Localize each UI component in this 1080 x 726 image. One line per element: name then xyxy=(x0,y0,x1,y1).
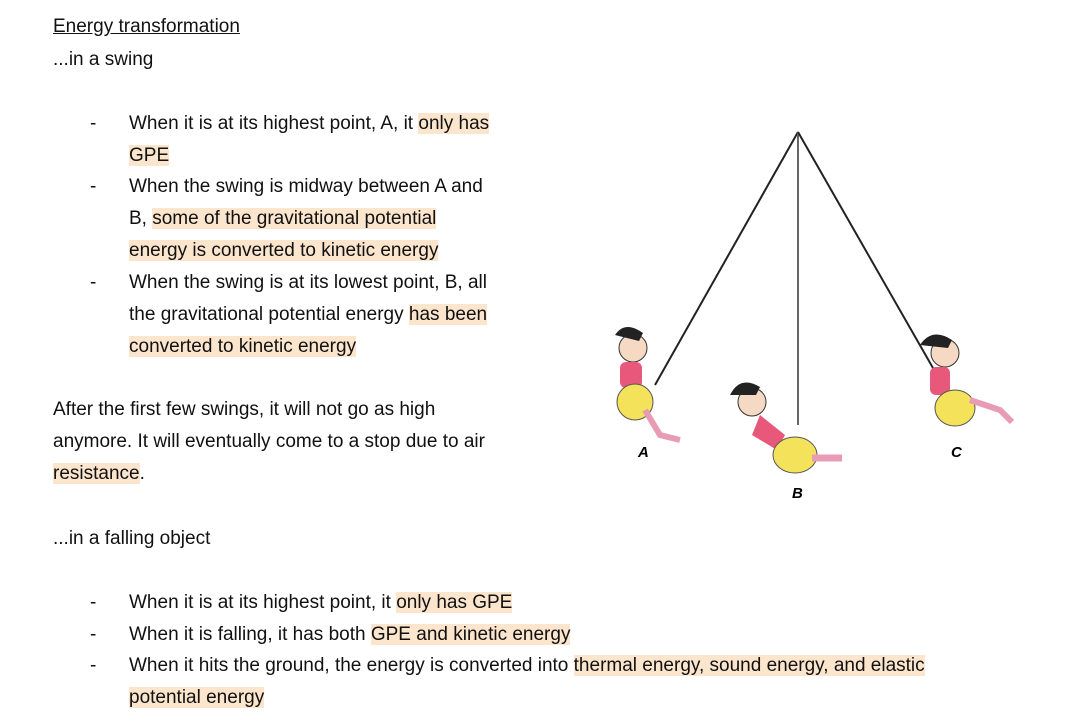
text-segment: the gravitational potential energy xyxy=(129,304,409,325)
text-line xyxy=(53,397,435,423)
text-line xyxy=(53,429,485,455)
highlighted-text: GPE xyxy=(129,145,170,166)
text-segment: When the swing is midway between A and xyxy=(129,176,483,197)
bullet-dash: - xyxy=(90,592,97,613)
highlighted-text: converted to kinetic energy xyxy=(129,336,357,357)
text-segment: . xyxy=(139,463,145,484)
text-line xyxy=(129,334,356,360)
text-line xyxy=(129,174,483,200)
page-title: Energy transformation xyxy=(53,16,240,37)
girl-c-figure xyxy=(920,335,1012,426)
highlighted-text: GPE and kinetic energy xyxy=(370,624,571,645)
highlighted-text: resistance xyxy=(53,463,140,484)
swing-heading: ...in a swing xyxy=(53,49,154,70)
text-line xyxy=(129,270,487,296)
highlighted-text: only has GPE xyxy=(396,592,513,613)
girl-a-figure xyxy=(615,327,680,440)
label-c: C xyxy=(951,444,962,461)
highlighted-text: some of the gravitational potential xyxy=(152,208,437,229)
text-segment: When it is falling, it has both xyxy=(129,624,371,645)
text-segment: When it is at its highest point, A, it xyxy=(129,113,419,134)
label-b: B xyxy=(792,485,803,500)
label-a: A xyxy=(638,444,649,461)
girl-b-figure xyxy=(730,383,842,474)
bullet-dash: - xyxy=(90,113,97,134)
highlighted-text: only has xyxy=(418,113,490,134)
text-segment: After the first few swings, it will not go as high xyxy=(53,399,436,420)
text-segment: When it hits the ground, the energy is converted into xyxy=(129,655,574,676)
text-line xyxy=(129,653,925,679)
text-segment: When it is at its highest point, it xyxy=(129,592,397,613)
text-line xyxy=(129,302,487,328)
highlighted-text: potential energy xyxy=(129,687,265,708)
text-line xyxy=(53,461,145,487)
falling-heading: ...in a falling object xyxy=(53,528,211,549)
text-line xyxy=(129,622,570,648)
bullet-dash: - xyxy=(90,624,97,645)
bullet-dash: - xyxy=(90,272,97,293)
text-line xyxy=(129,685,264,711)
bullet-dash: - xyxy=(90,655,97,676)
text-line xyxy=(129,238,438,264)
text-line xyxy=(129,143,169,169)
text-line xyxy=(129,206,436,232)
text-line xyxy=(129,590,512,616)
highlighted-text: energy is converted to kinetic energy xyxy=(129,240,439,261)
text-line xyxy=(129,111,489,137)
highlighted-text: has been xyxy=(408,304,488,325)
bullet-dash: - xyxy=(90,176,97,197)
text-segment: anymore. It will eventually come to a stop due to air xyxy=(53,431,485,452)
swing-illustration xyxy=(570,100,1050,500)
highlighted-text: thermal energy, sound energy, and elastic xyxy=(573,655,925,676)
text-segment: B, xyxy=(129,208,153,229)
text-segment: When the swing is at its lowest point, B, all xyxy=(129,272,487,293)
